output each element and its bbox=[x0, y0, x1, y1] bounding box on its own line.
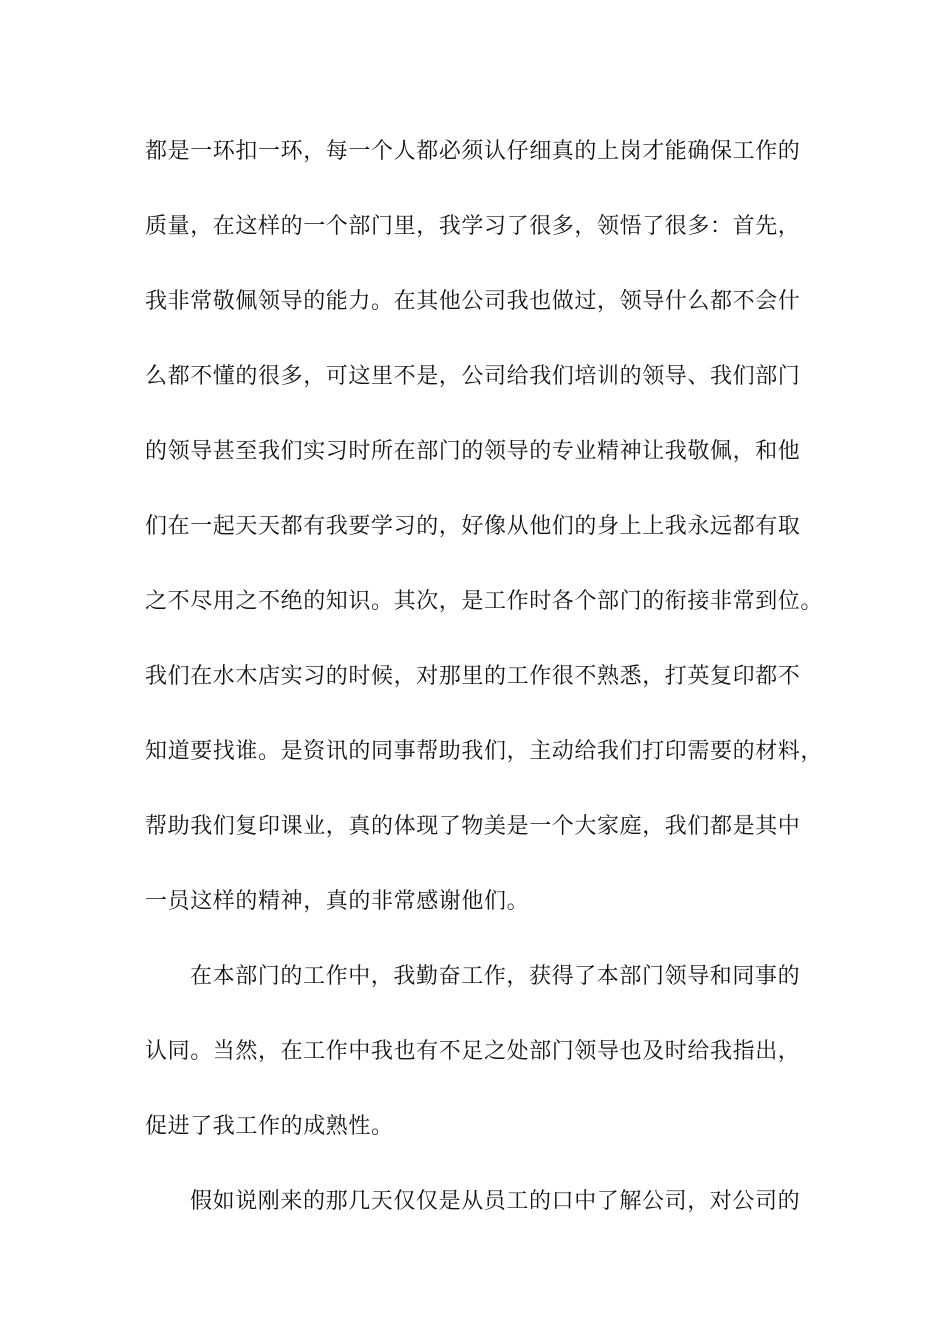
text-line: 都是一环扣一环，每一个人都必须认仔细真的上岗才能确保工作的 bbox=[145, 139, 801, 164]
text-line: 知道要找谁。是资讯的同事帮助我们，主动给我们打印需要的材料， bbox=[145, 739, 824, 764]
text-line: 质量，在这样的一个部门里，我学习了很多，领悟了很多：首先， bbox=[145, 214, 801, 239]
paragraph-first-line: 假如说刚来的那几天仅仅是从员工的口中了解公司，对公司的 bbox=[190, 1189, 801, 1214]
text-line: 我非常敬佩领导的能力。在其他公司我也做过，领导什么都不会什 bbox=[145, 289, 801, 314]
text-line: 帮助我们复印课业，真的体现了物美是一个大家庭，我们都是其中 bbox=[145, 814, 801, 839]
text-line: 的领导甚至我们实习时所在部门的领导的专业精神让我敬佩，和他 bbox=[145, 439, 801, 464]
text-line: 认同。当然，在工作中我也有不足之处部门领导也及时给我指出， bbox=[145, 1039, 801, 1064]
text-line: 一员这样的精神，真的非常感谢他们。 bbox=[145, 889, 530, 914]
text-line: 我们在水木店实习的时候，对那里的工作很不熟悉，打英复印都不 bbox=[145, 664, 801, 689]
text-line: 们在一起天天都有我要学习的，好像从他们的身上上我永远都有取 bbox=[145, 514, 801, 539]
text-line: 促进了我工作的成熟性。 bbox=[145, 1114, 394, 1139]
paragraph-first-line: 在本部门的工作中，我勤奋工作，获得了本部门领导和同事的 bbox=[190, 964, 801, 989]
text-line: 么都不懂的很多，可这里不是，公司给我们培训的领导、我们部门 bbox=[145, 364, 801, 389]
text-line: 之不尽用之不绝的知识。其次，是工作时各个部门的衔接非常到位。 bbox=[145, 589, 824, 614]
